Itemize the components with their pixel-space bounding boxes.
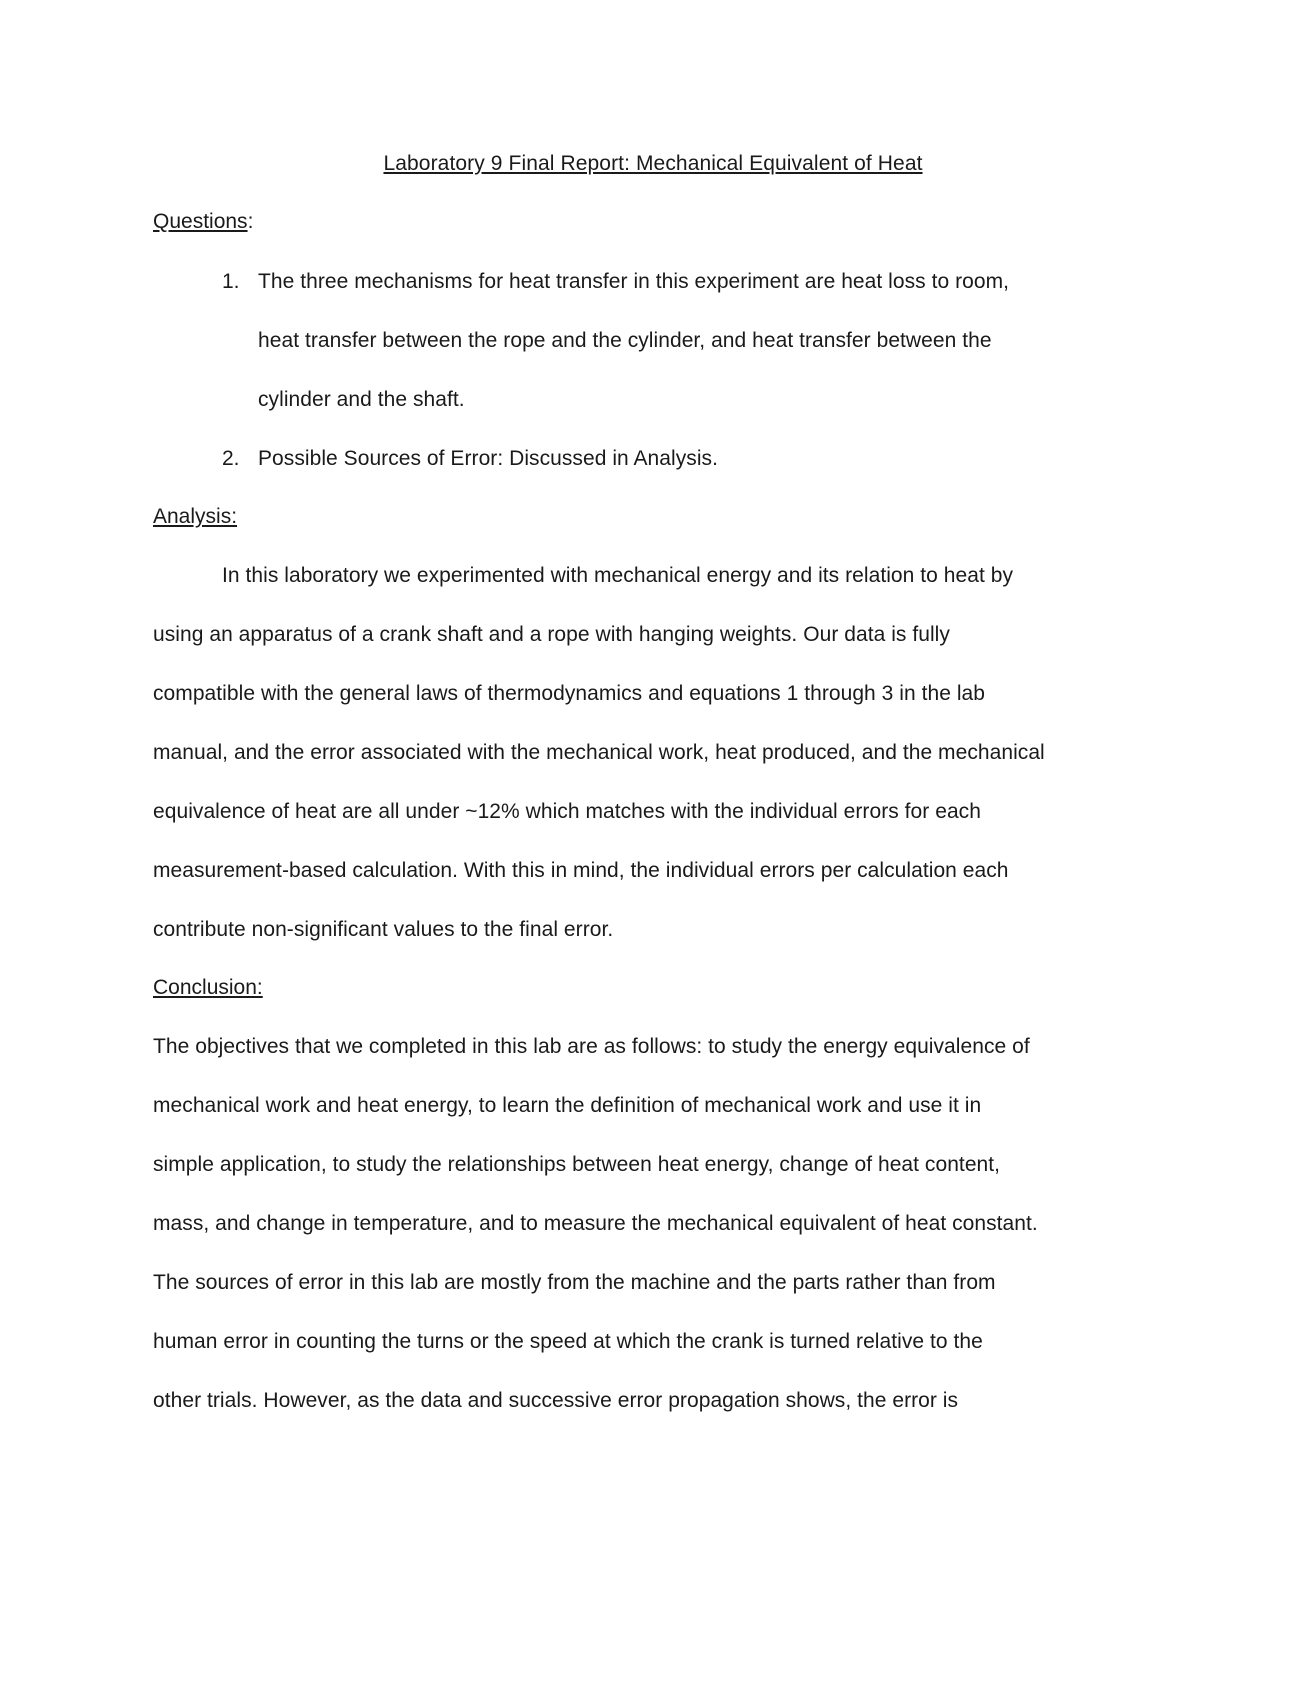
conclusion-heading-text: Conclusion:	[153, 976, 263, 999]
conclusion-line-2: mechanical work and heat energy, to learn the definition of mechanical work and use it in	[153, 1094, 982, 1117]
question-1-line-3: cylinder and the shaft.	[258, 388, 465, 411]
conclusion-line-4: mass, and change in temperature, and to measure the mechanical equivalent of heat constant.	[153, 1212, 1038, 1235]
analysis-heading-text: Analysis:	[153, 505, 238, 528]
question-1-line-2: heat transfer between the rope and the cylinder, and heat transfer between the	[258, 329, 992, 352]
analysis-line-3: compatible with the general laws of thermodynamics and equations 1 through 3 in the lab	[153, 682, 986, 705]
analysis-line-5: equivalence of heat are all under ~12% which matches with the individual errors for each	[153, 800, 981, 823]
analysis-line-6: measurement-based calculation. With this in mind, the individual errors per calculation each	[153, 859, 1009, 882]
conclusion-line-5: The sources of error in this lab are mostly from the machine and the parts rather than from	[153, 1271, 996, 1294]
conclusion-line-1: The objectives that we completed in this lab are as follows: to study the energy equivalence of	[153, 1035, 1030, 1058]
conclusion-line-6: human error in counting the turns or the speed at which the crank is turned relative to the	[153, 1330, 983, 1353]
question-1-line-1: The three mechanisms for heat transfer in this experiment are heat loss to room,	[258, 270, 1010, 293]
conclusion-line-3: simple application, to study the relationships between heat energy, change of heat content,	[153, 1153, 1001, 1176]
analysis-line-2: using an apparatus of a crank shaft and a rope with hanging weights. Our data is fully	[153, 623, 950, 646]
report-title: Laboratory 9 Final Report: Mechanical Equivalent of Heat	[383, 152, 923, 175]
conclusion-heading	[153, 976, 263, 1000]
question-2-line-1: Possible Sources of Error: Discussed in Analysis.	[258, 447, 718, 470]
analysis-line-7: contribute non-significant values to the final error.	[153, 918, 614, 941]
question-1-number: 1.	[222, 270, 240, 293]
analysis-line-1: In this laboratory we experimented with mechanical energy and its relation to heat by	[222, 564, 1014, 587]
questions-heading	[153, 210, 253, 234]
questions-heading-colon: :	[247, 210, 254, 233]
conclusion-line-7: other trials. However, as the data and successive error propagation shows, the error is	[153, 1389, 959, 1412]
analysis-heading	[153, 505, 237, 529]
questions-heading-text: Questions	[153, 210, 248, 233]
question-2-number: 2.	[222, 447, 240, 470]
analysis-line-4: manual, and the error associated with the mechanical work, heat produced, and the mechanical	[153, 741, 1045, 764]
